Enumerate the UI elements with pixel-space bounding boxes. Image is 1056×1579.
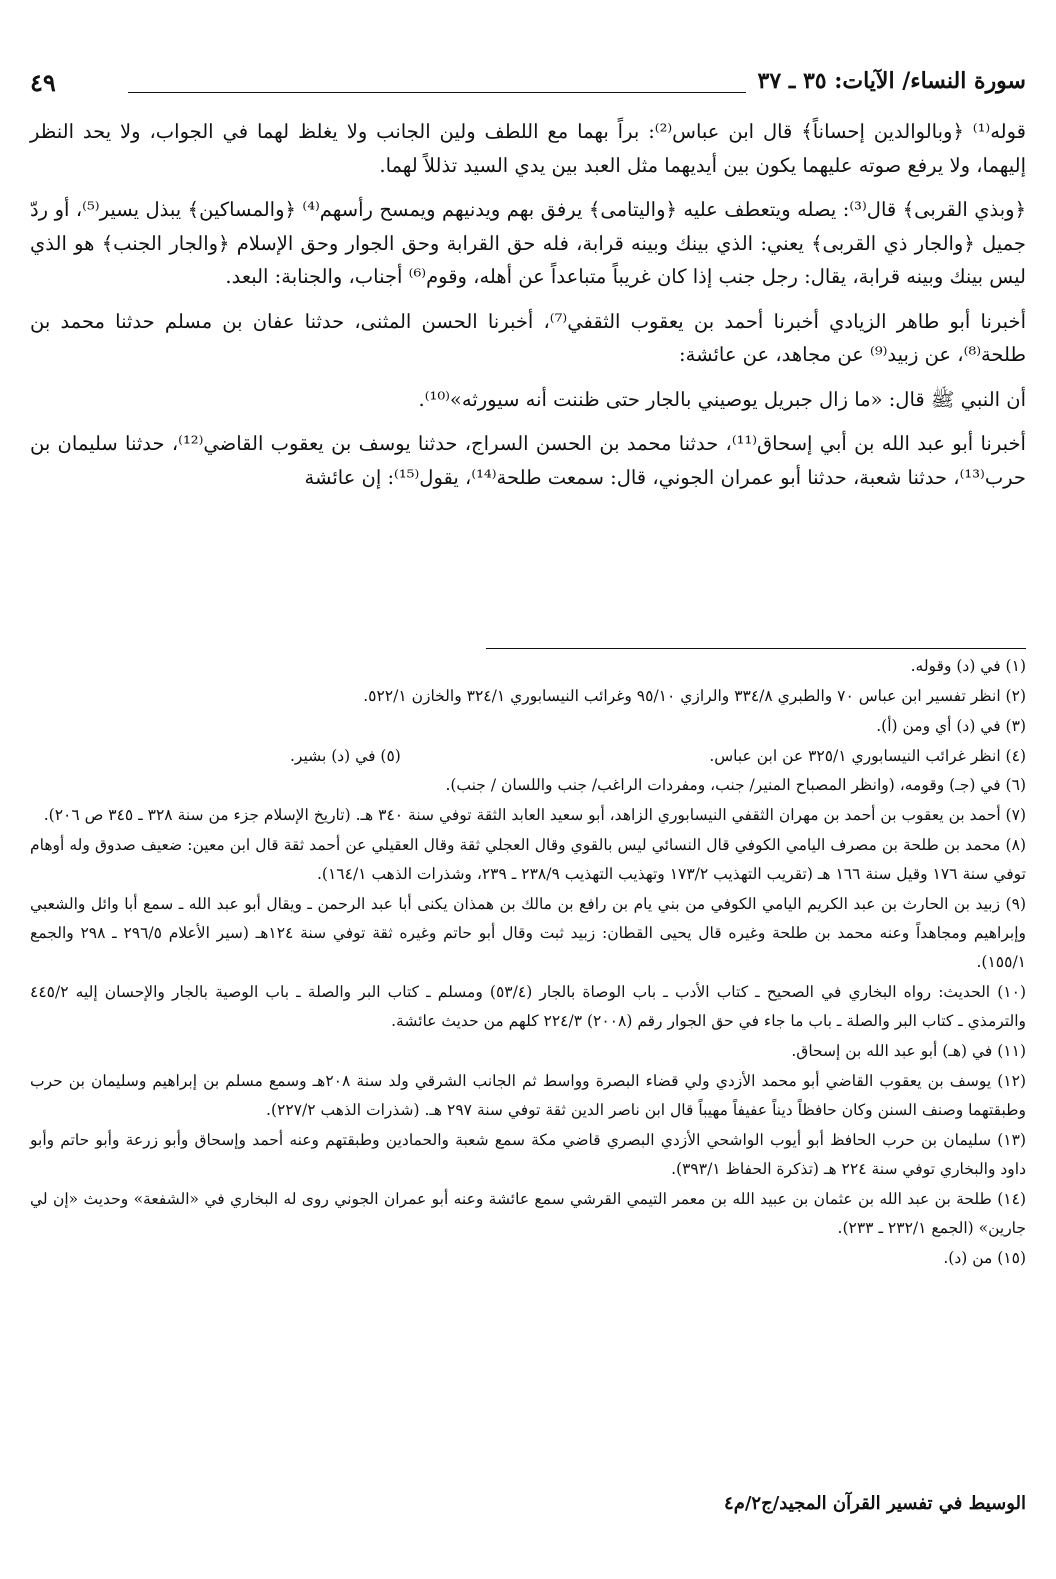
footnote: (١٢) يوسف بن يعقوب القاضي أبو محمد الأزدي ولي قضاء البصرة وواسط ثم الجانب الشرقي ولد سنة ٢٠٨هـ وسمع مسلم بن إبراهيم وسليمان بن حرب وطبقتهما وصنف السنن وكان حافظاً ديناً عفيفاً مهيباً قال ابن ناصر الدين ثقة توفي سنة ٢٩٧ هـ. (شذرات الذهب ٢٢٧/٢). xyxy=(30,1072,1026,1119)
footnote: (٢) انظر تفسير ابن عباس ٧٠ والطبري ٣٣٤/٨ والرازي ٩٥/١٠ وغرائب النيسابوري ٣٢٤/١ والخازن ٥٢٢/١. xyxy=(363,687,1026,705)
footnote: (٣) في (د) أي ومن (أ). xyxy=(876,717,1026,735)
main-text xyxy=(30,115,1026,505)
footnote: (٨) محمد بن طلحة بن مصرف اليامي الكوفي قال النسائي ليس بالقوي وقال العجلي ثقة وقال العقيلي عن أحمد ثقة قال ابن معين: ضعيف صدوق وله أوهام توفي سنة ١٧٦ وقيل سنة ١٦٦ هـ (تقريب التهذيب ١٧٣/٢ وتهذيب التهذيب ٢٣٨/٩ ـ ٢٣٩، وشذرات الذهب ١٦٤/١). xyxy=(30,836,1026,883)
page-number: ٤٩ xyxy=(30,68,56,97)
footnote: (١١) في (هـ) أبو عبد الله بن إسحاق. xyxy=(791,1042,1026,1060)
footnote: (٦) في (جـ) وقومه، (وانظر المصباح المنير/ جنب، ومفردات الراغب/ جنب واللسان / جنب). xyxy=(445,776,1026,794)
footnote: (١) في (د) وقوله. xyxy=(910,657,1026,675)
page-header xyxy=(30,68,1026,108)
footnote: (١٥) من (د). xyxy=(943,1249,1026,1267)
footnote: (٥) في (د) بشير. xyxy=(290,747,401,765)
footnote: (١٠) الحديث: رواه البخاري في الصحيح ـ كتاب الأدب ـ باب الوصاة بالجار (٥٣/٤) ومسلم ـ كتاب البر والصلة ـ باب الوصية بالجار والإحسان إليه ٤٤٥/٢ والترمذي ـ كتاب البر والصلة ـ باب ما جاء في حق الجوار رقم (٢٠٠٨) ٢٢٤/٣ كلهم من حديث عائشة. xyxy=(30,983,1026,1030)
footnotes xyxy=(30,652,1026,1274)
paragraph: قوله⁽¹⁾ ﴿وبالوالدين إحساناً﴾ قال ابن عباس⁽²⁾: براً بهما مع اللطف ولين الجانب ولا يغلظ لهما في الجواب، ولا يحد النظر إليهما، ولا يرفع صوته عليهما يكون بين أيديهما مثل العبد بين يدي السيد تذللاً لهما. xyxy=(30,120,1026,177)
running-title: سورة النساء/ الآيات: ٣٥ ـ ٣٧ xyxy=(757,68,1026,94)
footnote: (١٤) طلحة بن عبد الله بن عثمان بن عبيد الله بن معمر التيمي القرشي سمع عائشة وعنه أبو عمران الجوني روى له البخاري في «الشفعة» وحديث «إن لي جارين» (الجمع ٢٣٢/١ ـ ٢٣٣). xyxy=(30,1190,1026,1237)
footnote: (١٣) سليمان بن حرب الحافظ أبو أيوب الواشحي الأزدي البصري قاضي مكة سمع شعبة والحمادين وطبقتهم وعنه أحمد وإسحاق وأبو زرعة وأبو حاتم وأبو داود والبخاري توفي سنة ٢٢٤ هـ (تذكرة الحفاظ ٣٩٣/١). xyxy=(30,1131,1026,1178)
footnote: (٤) انظر غرائب النيسابوري ٣٢٥/١ عن ابن عباس. xyxy=(709,747,1026,765)
header-rule xyxy=(128,92,746,93)
paragraph: أخبرنا أبو طاهر الزيادي أخبرنا أحمد بن يعقوب الثقفي⁽⁷⁾، أخبرنا الحسن المثنى، حدثنا عفان بن مسلم حدثنا محمد بن طلحة⁽⁸⁾، عن زبيد⁽⁹⁾ عن مجاهد، عن عائشة: xyxy=(30,309,1026,366)
footnote-row xyxy=(30,742,1026,771)
footnote-separator xyxy=(486,648,1026,649)
paragraph: أخبرنا أبو عبد الله بن أبي إسحاق⁽¹¹⁾، حدثنا محمد بن الحسن السراج، حدثنا يوسف بن يعقوب القاضي⁽¹²⁾، حدثنا سليمان بن حرب⁽¹³⁾، حدثنا شعبة، حدثنا أبو عمران الجوني، قال: سمعت طلحة⁽¹⁴⁾، يقول⁽¹⁵⁾: إن عائشة xyxy=(30,432,1026,489)
paragraph: ﴿وبذي القربى﴾ قال⁽³⁾: يصله ويتعطف عليه ﴿واليتامى﴾ يرفق بهم ويدنيهم ويمسح رأسهم⁽⁴⁾ ﴿والمساكين﴾ يبذل يسير⁽⁵⁾، أو ردّ جميل ﴿والجار ذي القربى﴾ يعني: الذي بينك وبينه قرابة، فله حق القرابة وحق الجوار وحق الإسلام ﴿والجار الجنب﴾ هو الذي ليس بينك وبينه قرابة، يقال: رجل جنب إذا كان غريباً متباعداً عن أهله، وقوم⁽⁶⁾ أجناب، والجنابة: البعد. xyxy=(30,198,1026,288)
paragraph: أن النبي ﷺ قال: «ما زال جبريل يوصيني بالجار حتى ظننت أنه سيورثه»⁽¹⁰⁾. xyxy=(418,387,1026,411)
footnote: (٧) أحمد بن يعقوب بن أحمد بن مهران الثقفي النيسابوري الزاهد، أبو سعيد العابد الثقة توفي سنة ٣٤٠ هـ. (تاريخ الإسلام جزء من سنة ٣٢٨ ـ ٣٤٥ ص ٢٠٦). xyxy=(43,806,1026,824)
printer-signature: الوسيط في تفسير القرآن المجيد/ج٢/م٤ xyxy=(724,1493,1026,1514)
footnote: (٩) زبيد بن الحارث بن عبد الكريم اليامي الكوفي من بني يام بن رافع بن مالك بن همذان يكنى أبا عبد الرحمن ـ ويقال أبو عبد الله ـ سمع أبا وائل والشعبي وإبراهيم ومجاهداً وعنه محمد بن طلحة وغيره قال يحيى القطان: زبيد ثبت وقال أبو حاتم وغيره ثقة توفي سنة ١٢٤هـ (سير الأعلام ٢٩٦/٥ ـ ٢٩٨ والجمع ١٥٥/١). xyxy=(30,895,1026,971)
